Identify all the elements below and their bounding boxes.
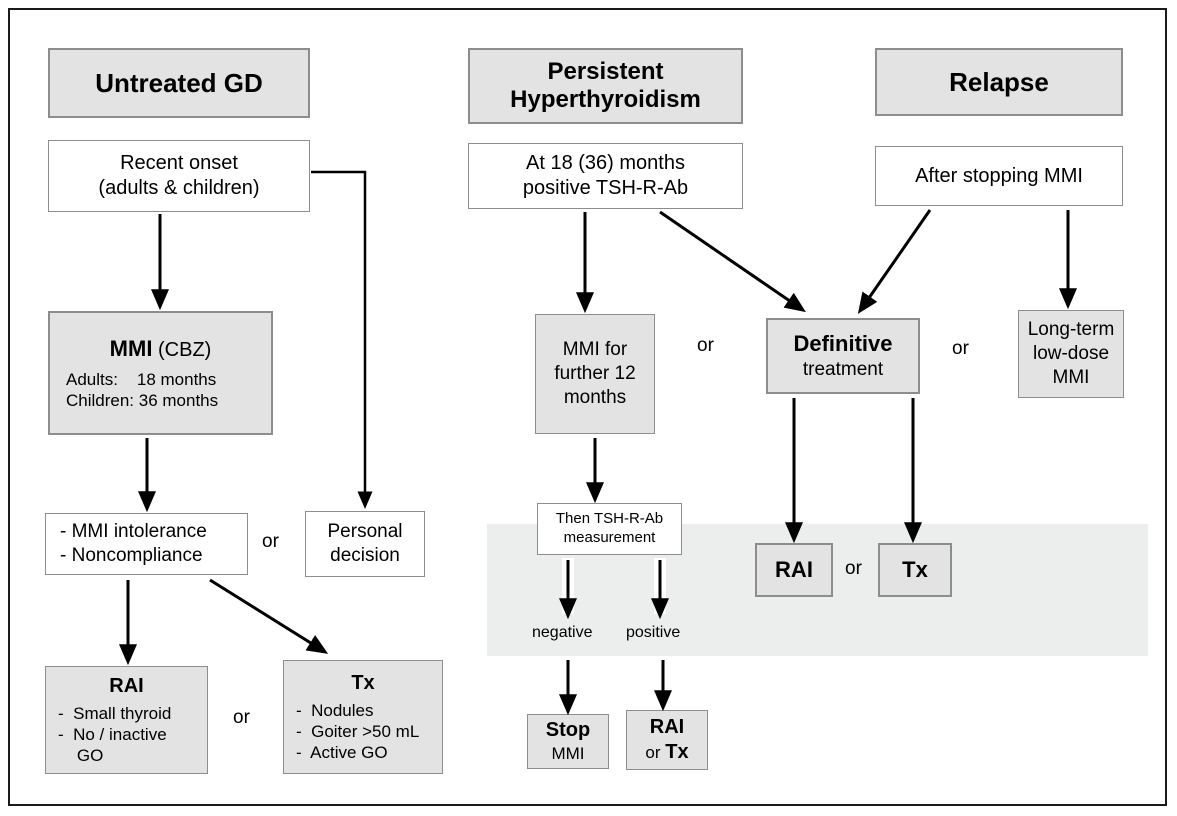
then-tsh-line2: measurement <box>563 529 656 546</box>
mmi-cbz-row-children: Children: 36 months <box>66 391 219 410</box>
node-recent-onset <box>48 140 310 212</box>
or-label-right: or <box>952 338 969 359</box>
mmi-intolerance-line2: - Noncompliance <box>60 545 203 566</box>
title-relapse <box>875 48 1123 116</box>
tx-mid-label: Tx <box>902 557 928 583</box>
mmi-cbz-heading-bold: MMI <box>109 335 153 361</box>
then-tsh-line1: Then TSH-R-Ab <box>555 510 664 528</box>
title-persistent-line1: Persistent <box>547 58 664 86</box>
or-label-left-bottom: or <box>233 707 250 728</box>
definitive-sub: treatment <box>802 358 884 380</box>
rai-or-tx-line1: RAI <box>649 716 685 738</box>
mmi-further-line3: months <box>563 386 627 408</box>
node-mmi-intolerance <box>45 513 248 575</box>
node-mmi-cbz <box>48 311 273 435</box>
label-negative: negative <box>532 624 593 641</box>
node-long-term-low-dose-mmi <box>1018 310 1124 398</box>
tx-left-title: Tx <box>351 671 375 694</box>
personal-decision-line2: decision <box>330 545 400 566</box>
mmi-intolerance-line1: - MMI intolerance <box>60 521 207 543</box>
tx-left-row1: - Nodules <box>296 700 374 720</box>
mmi-cbz-row-adults: Adults: 18 months <box>66 369 217 389</box>
node-tx-left <box>283 660 443 774</box>
recent-onset-line2: (adults & children) <box>98 177 260 199</box>
definitive-title: Definitive <box>793 331 893 357</box>
node-rai-mid <box>755 543 833 597</box>
node-mmi-further <box>535 314 655 434</box>
rai-or-tx-line2: or Tx <box>645 741 689 763</box>
label-positive: positive <box>626 624 681 641</box>
rai-left-row1: - Small thyroid <box>58 703 172 723</box>
node-at-18-months <box>468 143 743 209</box>
rai-mid-label: RAI <box>775 557 813 583</box>
title-persistent-hyperthyroidism <box>468 48 743 124</box>
title-persistent-line2: Hyperthyroidism <box>510 86 701 113</box>
long-term-line2: low-dose <box>1032 343 1110 365</box>
tx-left-row2: - Goiter >50 mL <box>296 721 420 741</box>
mmi-cbz-heading-rest: (CBZ) <box>152 338 212 361</box>
node-stop-mmi <box>527 714 609 769</box>
node-then-tsh-measurement <box>537 503 682 555</box>
at18-line2: positive TSH-R-Ab <box>522 177 689 199</box>
node-personal-decision <box>305 511 425 577</box>
or-label-rai-tx: or <box>845 558 862 579</box>
title-untreated-gd-label: Untreated GD <box>95 67 263 98</box>
stop-mmi-title: Stop <box>545 719 591 742</box>
title-relapse-label: Relapse <box>949 66 1049 97</box>
node-definitive-treatment <box>766 318 920 394</box>
after-stopping-label: After stopping MMI <box>915 164 1083 187</box>
rai-left-row3: GO <box>58 746 104 766</box>
mmi-further-line2: further 12 <box>554 363 636 385</box>
rai-left-title: RAI <box>109 674 144 697</box>
title-untreated-gd <box>48 48 310 118</box>
node-after-stopping-mmi <box>875 146 1123 206</box>
personal-decision-line1: Personal <box>327 521 403 543</box>
tx-left-row3: - Active GO <box>296 743 388 763</box>
or-label-mid: or <box>697 335 714 356</box>
mmi-further-line1: MMI for <box>562 339 628 361</box>
at18-line1: At 18 (36) months <box>526 152 685 174</box>
node-rai-left <box>45 666 208 774</box>
long-term-line3: MMI <box>1052 366 1090 388</box>
rai-left-row2: - No / inactive <box>58 724 167 744</box>
long-term-line1: Long-term <box>1027 319 1115 341</box>
stop-mmi-sub: MMI <box>551 744 585 764</box>
node-tx-mid <box>878 543 952 597</box>
recent-onset-line1: Recent onset <box>120 152 238 174</box>
or-label-left: or <box>262 531 279 552</box>
node-rai-or-tx <box>626 710 708 770</box>
